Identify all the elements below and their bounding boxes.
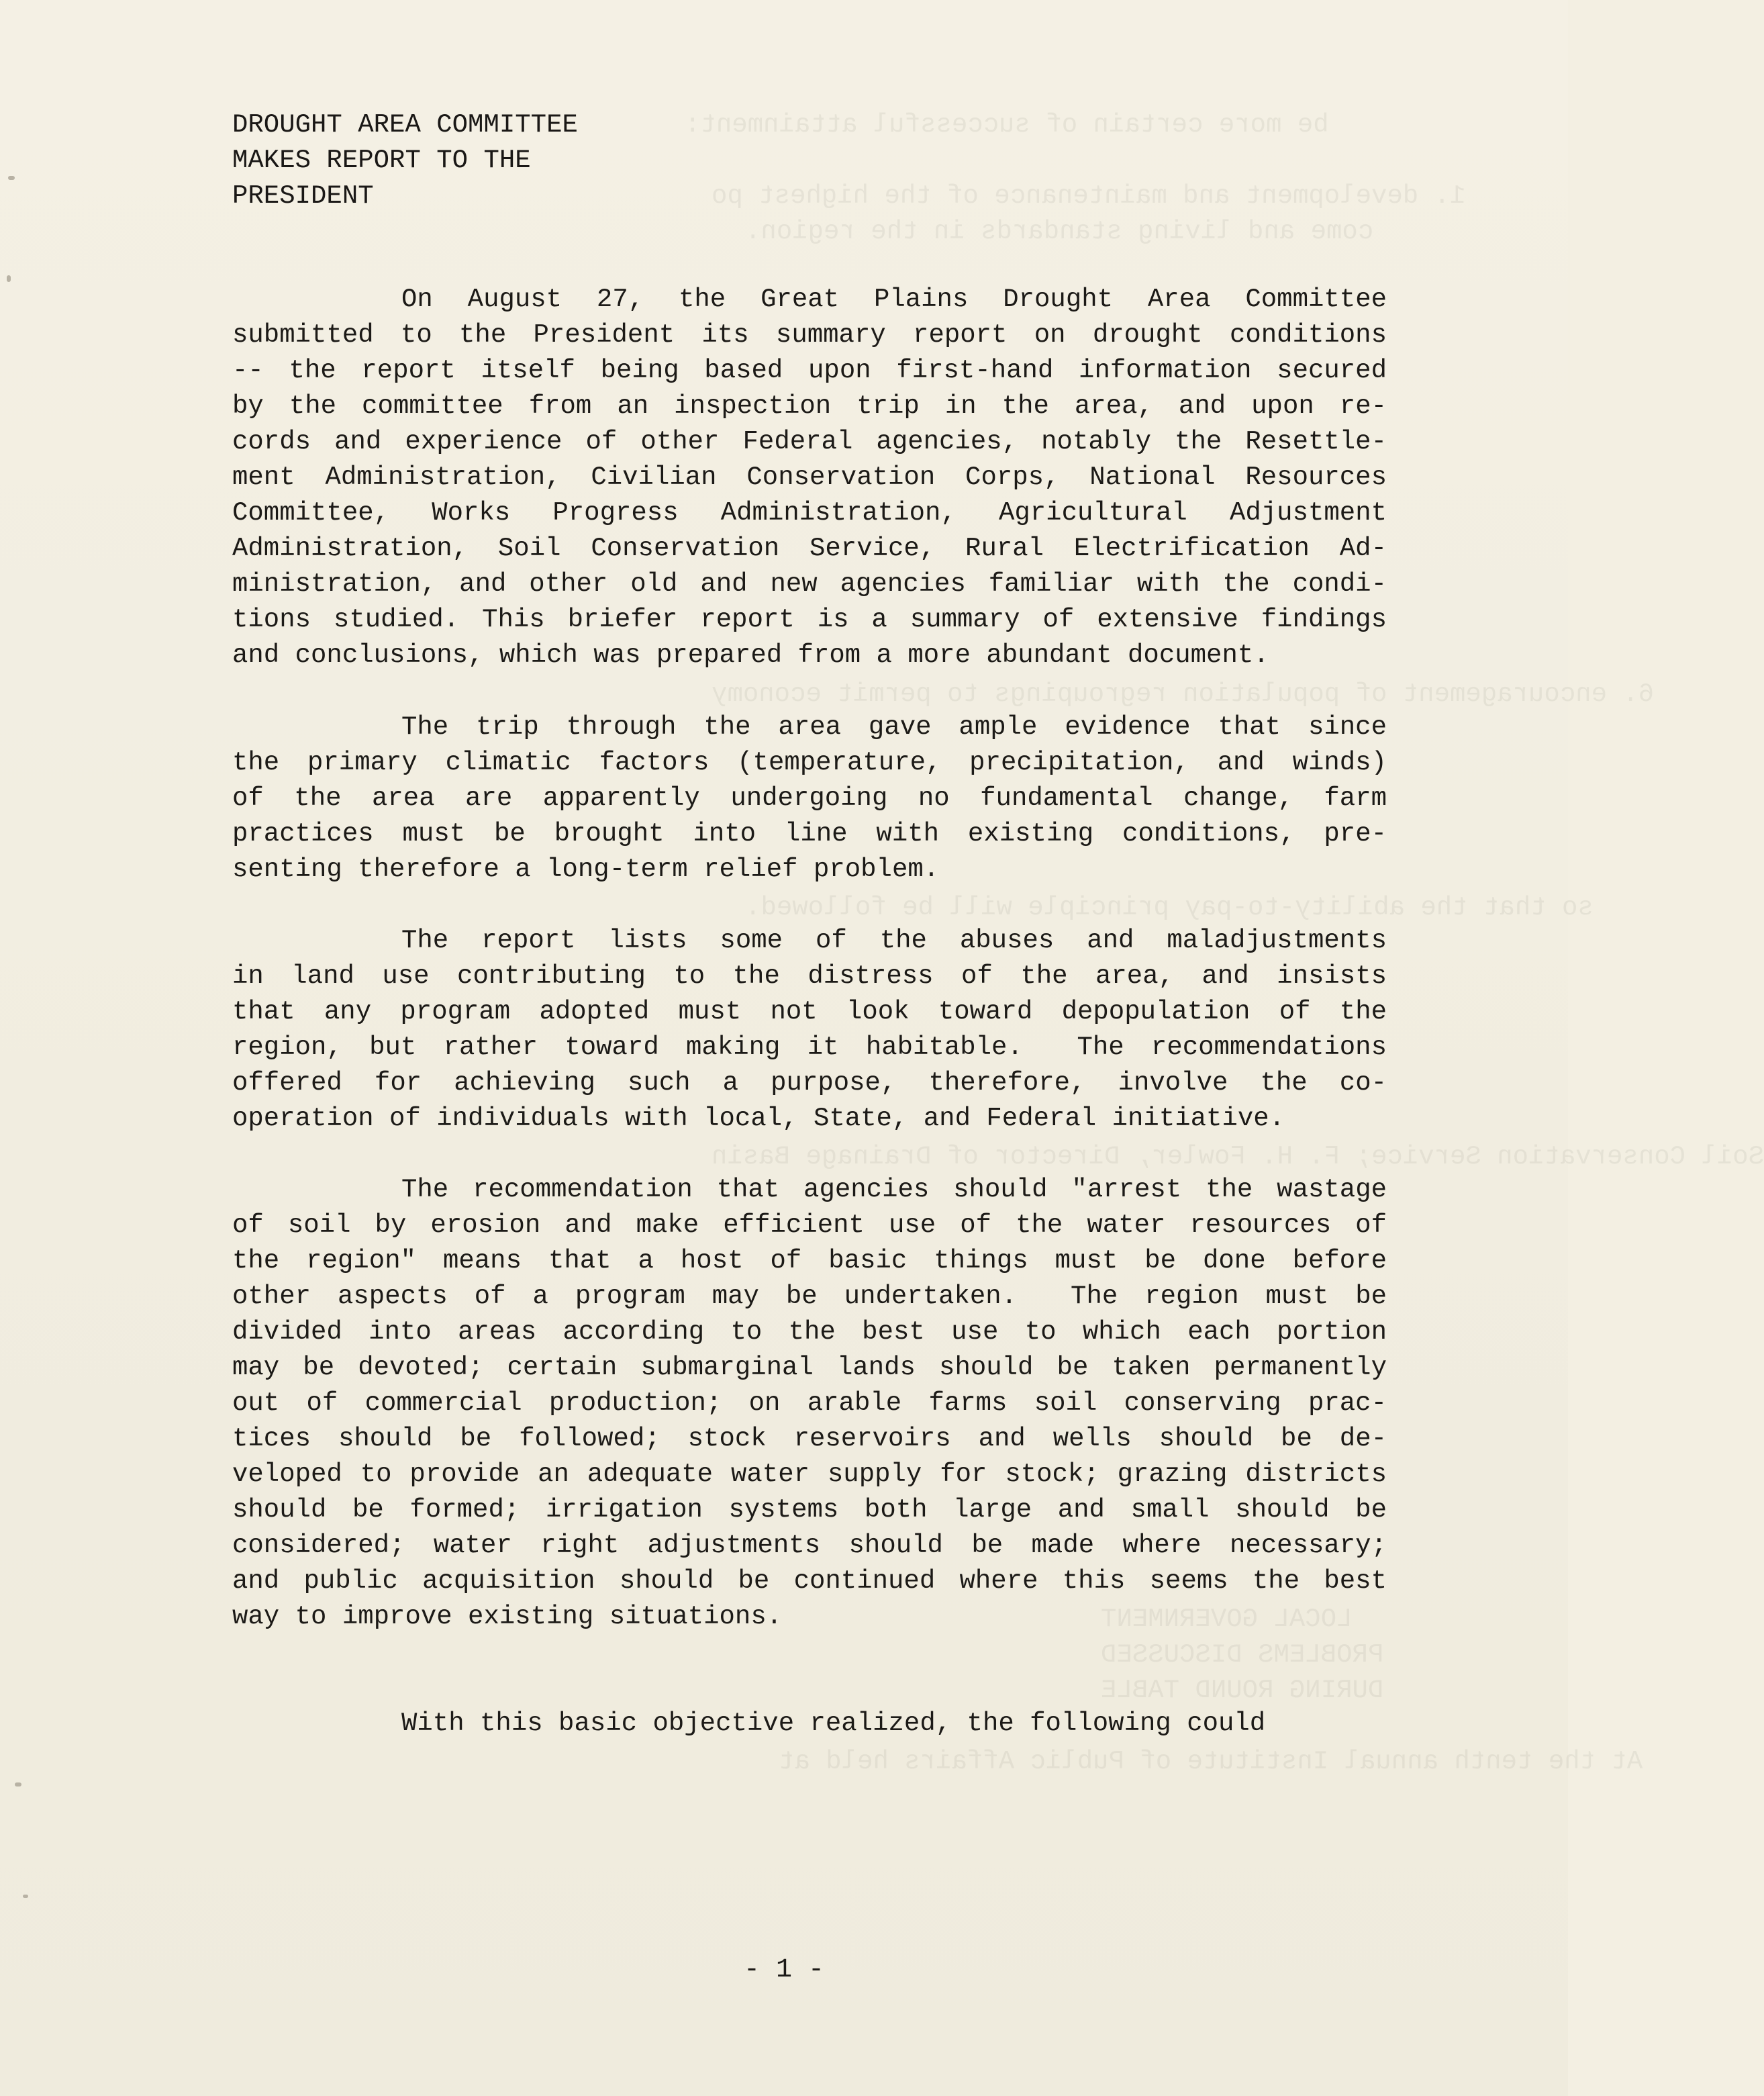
body-text-line: Committee, Works Progress Administration, Agricultural Adjustment — [232, 498, 1387, 528]
bleed-through-text: so that the ability-to-pay principle will be followed. — [745, 893, 1594, 922]
bleed-through-text: Soil Conservation Service; F. H. Fowler, Director of Drainage Basin — [712, 1142, 1764, 1172]
body-text-line: The report lists some of the abuses and maladjustments — [401, 926, 1387, 955]
scan-edge-mark — [23, 1895, 28, 1898]
body-text-line: the region" means that a host of basic things must be done before — [232, 1246, 1387, 1276]
body-text-line: should be formed; irrigation systems both large and small should be — [232, 1495, 1387, 1525]
bleed-through-text: LOCAL GOVERNMENT — [1101, 1605, 1353, 1634]
body-text-line: cords and experience of other Federal agencies, notably the Resettle- — [232, 427, 1387, 457]
bleed-through-text: come and living standards in the region. — [745, 217, 1374, 246]
body-text-line: of soil by erosion and make efficient use of the water resources of — [232, 1210, 1387, 1240]
body-text-line: veloped to provide an adequate water supply for stock; grazing districts — [232, 1460, 1387, 1489]
body-text-line: by the committee from an inspection trip in the area, and upon re- — [232, 391, 1387, 421]
heading-line: PRESIDENT — [232, 181, 374, 211]
body-text-line: divided into areas according to the best use to which each portion — [232, 1317, 1387, 1347]
bleed-through-text: PROBLEMS DISCUSSED — [1101, 1640, 1384, 1670]
body-text-line: -- the report itself being based upon first-hand information secured — [232, 356, 1387, 385]
article-heading — [232, 107, 836, 214]
body-text-line: operation of individuals with local, State, and Federal initiative. — [232, 1104, 1285, 1133]
body-text-line: submitted to the President its summary report on drought conditions — [232, 320, 1387, 350]
body-text-line: The trip through the area gave ample evidence that since — [401, 712, 1387, 742]
bleed-through-text: 1. development and maintenance of the highest po — [712, 181, 1466, 211]
body-text-line: The recommendation that agencies should "arrest the wastage — [401, 1175, 1387, 1204]
body-text-line: in land use contributing to the distress of the area, and insists — [232, 961, 1387, 991]
body-text-line: way to improve existing situations. — [232, 1602, 783, 1631]
bleed-through-text: DURING ROUND TABLE — [1101, 1676, 1384, 1705]
scan-edge-mark — [15, 1782, 21, 1787]
body-text-line: tions studied. This briefer report is a summary of extensive findings — [232, 605, 1387, 634]
body-text-line: and public acquisition should be continued where this seems the best — [232, 1566, 1387, 1596]
page-number: - 1 - — [743, 1955, 825, 1985]
body-text-line: other aspects of a program may be undertaken. The region must be — [232, 1282, 1387, 1311]
body-text-line: Administration, Soil Conservation Service, Rural Electrification Ad- — [232, 534, 1387, 563]
body-text-line: On August 27, the Great Plains Drought Area Committee — [401, 285, 1387, 314]
heading-line: MAKES REPORT TO THE — [232, 146, 531, 175]
body-text-line: considered; water right adjustments should be made where necessary; — [232, 1531, 1387, 1560]
bleed-through-text: be more certain of successful attainment: — [685, 110, 1329, 140]
body-text-line: the primary climatic factors (temperature, precipitation, and winds) — [232, 748, 1387, 777]
body-text-line: may be devoted; certain submarginal lands should be taken permanently — [232, 1353, 1387, 1382]
body-text-line: offered for achieving such a purpose, therefore, involve the co- — [232, 1068, 1387, 1098]
body-text-line: With this basic objective realized, the following could — [401, 1709, 1266, 1738]
body-text-line: region, but rather toward making it habitable. The recommendations — [232, 1033, 1387, 1062]
scan-edge-mark — [7, 275, 11, 282]
body-text-line: out of commercial production; on arable farms soil conserving prac- — [232, 1388, 1387, 1418]
heading-line: DROUGHT AREA COMMITTEE — [232, 110, 578, 140]
body-text-line: ministration, and other old and new agencies familiar with the condi- — [232, 569, 1387, 599]
bleed-through-text: At the tenth annual Institute of Public Affairs held at — [779, 1747, 1643, 1776]
body-text-line: practices must be brought into line with existing conditions, pre- — [232, 819, 1387, 849]
body-text-line: and conclusions, which was prepared from a more abundant document. — [232, 640, 1269, 670]
body-text-line: tices should be followed; stock reservoirs and wells should be de- — [232, 1424, 1387, 1454]
body-text-line: of the area are apparently undergoing no fundamental change, farm — [232, 783, 1387, 813]
bleed-through-text: 6. encouragement of population regroupings to permit economy — [712, 679, 1655, 709]
body-text-line: that any program adopted must not look toward depopulation of the — [232, 997, 1387, 1027]
scan-edge-mark — [8, 176, 15, 180]
body-text-line: ment Administration, Civilian Conservation Corps, National Resources — [232, 463, 1387, 492]
body-text-line: senting therefore a long-term relief problem. — [232, 855, 940, 884]
